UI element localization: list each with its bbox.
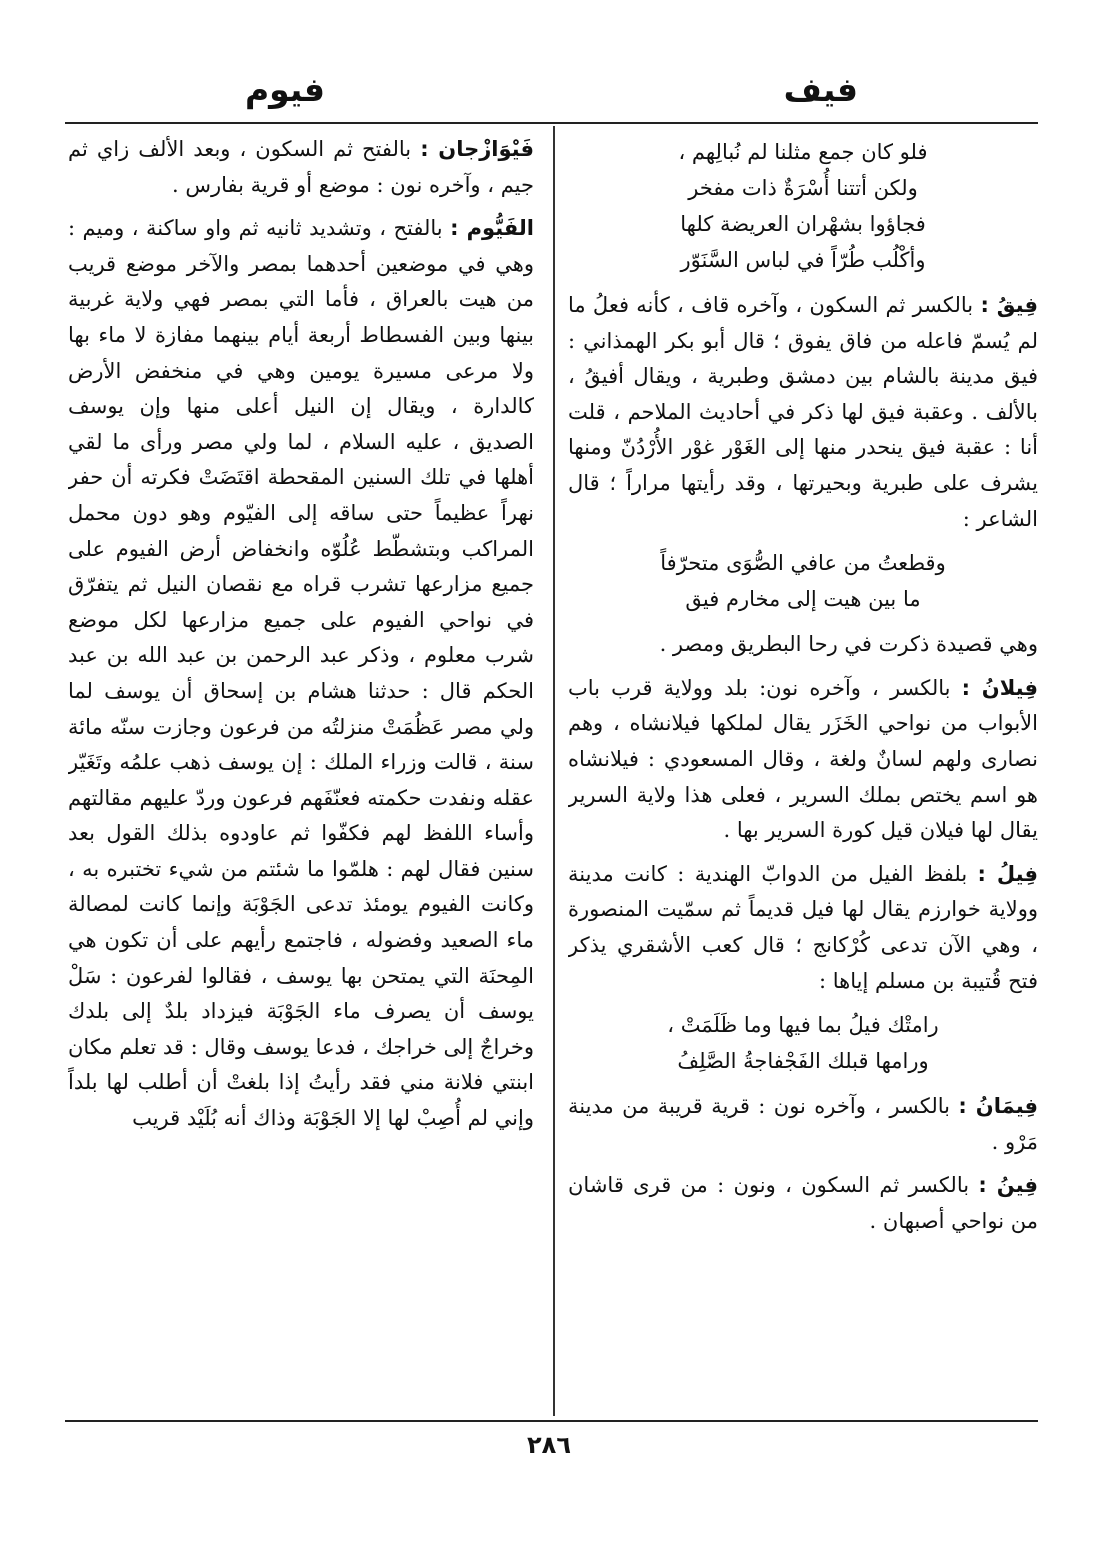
entry-fin — [568, 1168, 1038, 1239]
entry-text: بالكسر ، وآخره نون : قرية قريبة من مدينة مَرْو . — [568, 1094, 1038, 1154]
verse-line: ورامها قبلك الفَجْفاجةُ الصَّلِفُ — [677, 1049, 929, 1074]
entry-text: بالكسر ، وآخره نون: بلد وولاية قرب باب الأبواب من نواحي الخَزَر يقال لملكها فيلانشاه ، وهم نصارى ولهم لسانٌ ولغة ، وقال المسعودي : فيلانشاه هو اسم يختص بملك السرير ، فعلى هذا ولاية السرير يقال لها فيلان قيل كورة السرير بها . — [568, 675, 1038, 843]
entry-continuation: وهي قصيدة ذكرت في رحا البطريق ومصر . — [659, 632, 1038, 657]
headword: فِيلانُ : — [961, 675, 1038, 700]
verse-line: رامتْك فيلُ بما فيها وما ظَلَمَتْ ، — [667, 1013, 939, 1038]
column-divider — [553, 126, 555, 1416]
entry-filan — [568, 671, 1038, 849]
verse-line: وأكْلُب طُرّاً في لباس السَّنَوّر — [680, 248, 926, 272]
entry-fil — [568, 857, 1038, 999]
top-rule — [65, 122, 1038, 124]
headword: فِيمَانُ : — [958, 1094, 1038, 1119]
entry-text: بالكسر ثم السكون ، وآخره قاف ، كأنه فعلُ ما لم يُسمّ فاعله من فاق يفوق ؛ قال أبو بكر الهمذاني : فيق مدينة بالشام بين دمشق وطبرية ، ويقال أفيقُ ، بالألف . وعقبة فيق لها ذكر في أحاديث الملاحم ، قلت أنا : عقبة فيق ينحدر منها إلى الغَوْر غوْر الأُرْدُنّ ومنها يشرف على طبرية وبحيرتها ، وقد رأيتها مراراً ؛ قال الشاعر : — [568, 293, 1038, 531]
entry-text: بالكسر ثم السكون ، ونون : من قرى قاشان من نواحي أصبهان . — [568, 1173, 1038, 1233]
entry-text: بالفتح ثم السكون ، وبعد الألف زاي ثم جيم ، وآخره نون : موضع أو قرية بفارس . — [68, 137, 534, 197]
entry-text: بالفتح ، وتشديد ثانيه ثم واو ساكنة ، وميم : وهي في موضعين أحدهما بمصر والآخر موضع قريب من هيت بالعراق ، فأما التي بمصر فهي ولاية غربية بينها وبين الفسطاط أربعة أيام بينهما مفازة لا ماء بها ولا مرعى مسيرة يومين وهي في منخفض الأرض كالدارة ، ويقال إن النيل أعلى منها وإن يوسف الصديق ، عليه السلام ، لما ولي مصر ورأى ما لقي أهلها في تلك السنين المقحطة اقتَضَتْ فكرته أن حفر نهراً عظيماً حتى ساقه إلى الفيّوم وهو دون محمل المراكب وبتشطّط عُلُوّه وانخفاض أرض الفيوم على جميع مزارعها تشرب قراه مع نقصان النيل ثم يتفرّق في نواحي الفيوم على جميع مزارعها لكل موضع شرب معلوم ، وذكر عبد الرحمن بن عبد الله بن عبد الحكم قال : حدثنا هشام بن إسحاق أن يوسف لما ولي مصر عَظُمَتْ منزلتُه من فرعون وجازت سنّه مائة سنة ، قالت وزراء الملك : إن يوسف ذهب علمُه وتَغَيّر عقله ونفدت حكمته فعنّفَهم فرعون وردّ عليهم مقالتهم وأساء اللفظ لهم فكفّوا ثم عاودوه بذلك القول بعد سنين فقال لهم : هلمّوا ما شئتم من شيء تختبره به ، وكانت الفيوم يومئذ تدعى الجَوْبَة وإنما كانت لمصالة ماء الصعيد وفضوله ، فاجتمع رأيهم على أن تكون هي المِحنَة التي يمتحن بها يوسف ، فقالوا لفرعون : سَلْ يوسف أن يصرف ماء الجَوْبَة فيزداد بلدٌ إلى بلدك وخراجٌ إلى خراجك ، فدعا يوسف وقال : قد تعلم مكان ابنتي فلانة مني فقد رأيتُ إذا بلغتْ أن أطلب لها بلداً وإني لم أُصِبْ لها إلا الجَوْبَة وذاك أنه بُلَيْد قريب — [68, 216, 534, 1131]
headword: فَيْوَازْجان : — [420, 137, 534, 161]
verse-line: وقطعتُ من عافي الصُّوَى متحرّفاً — [660, 551, 946, 576]
bottom-rule — [65, 1420, 1038, 1422]
verse-line: ولكن أتتنا أُسْرَةٌ ذات مفخر — [688, 176, 918, 200]
entry-fayvazjan — [68, 132, 534, 203]
entry-text: بلفظ الفيل من الدوابّ الهندية : كانت مدينة وولاية خوارزم يقال لها فيل قديماً ثم سمّيت المنصورة ، وهي الآن تدعى كُرْكانج ؛ قال كعب الأشقري يذكر فتح قُتيبة بن مسلم إياها : — [568, 861, 1038, 993]
headword: الفَيُّوم : — [450, 216, 534, 241]
running-header-left: فيوم — [245, 70, 325, 109]
verse-line: فجاؤوا بشهْران العريضة كلها — [680, 212, 926, 236]
verse-block — [568, 134, 1038, 278]
headword: فِيلُ : — [977, 861, 1038, 886]
headword: فِينُ : — [978, 1173, 1038, 1198]
verse-line: فلو كان جمع مثلنا لم نُبالِهم ، — [678, 140, 928, 164]
verse-block — [568, 1007, 1038, 1079]
verse-line: ما بين هيت إلى مخارم فيق — [685, 587, 921, 612]
verse-block — [568, 545, 1038, 617]
running-header-right: فيف — [783, 70, 858, 109]
headword: فِيقُ : — [980, 293, 1038, 317]
entry-fiq — [568, 288, 1038, 537]
right-column — [568, 132, 1038, 1417]
entry-fayyum — [68, 211, 534, 1136]
page-number: ٢٨٦ — [527, 1431, 571, 1459]
entry-feman — [568, 1089, 1038, 1160]
left-column — [68, 132, 534, 1417]
